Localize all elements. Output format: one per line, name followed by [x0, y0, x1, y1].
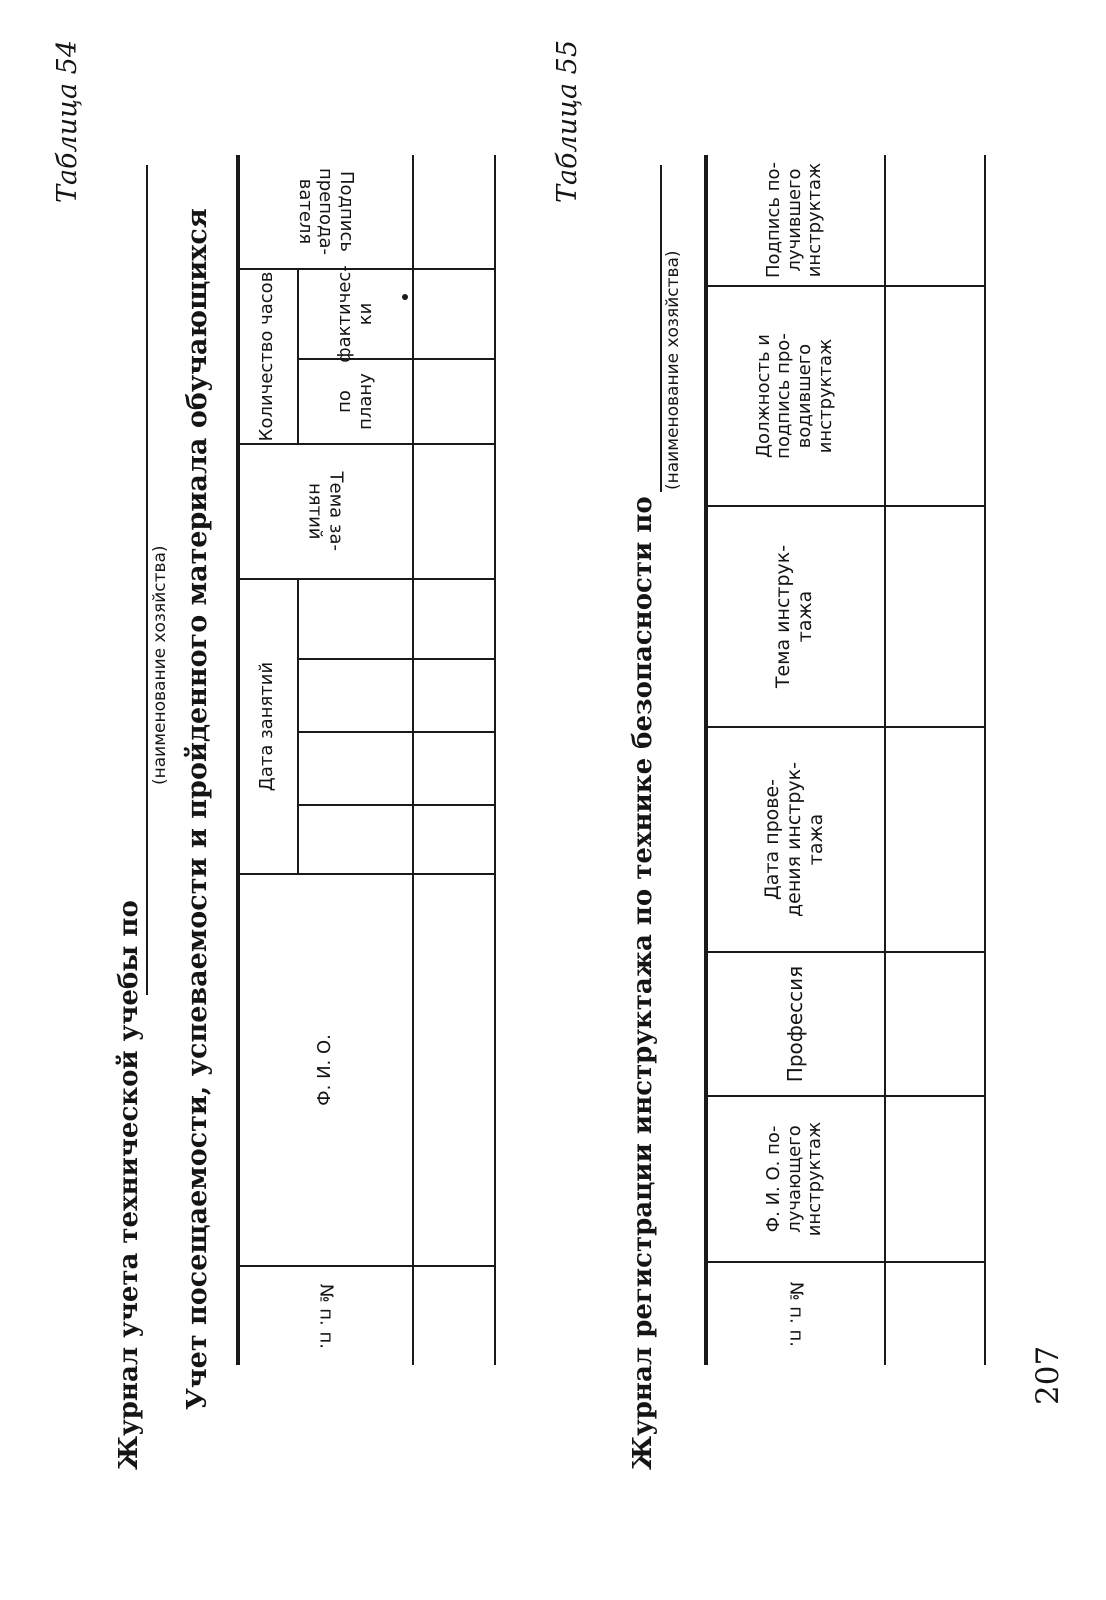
header-topic-55: Тема инструк- тажа	[772, 544, 816, 689]
page-number: 207	[1030, 1345, 1066, 1405]
org-name-blank-line-2	[660, 165, 662, 492]
header-topic: Тема за- нятий	[305, 471, 347, 552]
org-name-blank-line	[146, 165, 148, 995]
header-fact: фактичес- ки	[333, 265, 376, 363]
table-54-title: Журнал учета технической учебы по	[114, 900, 144, 1470]
header-teacher-signature: Подпись преподa- вателя	[294, 167, 358, 256]
table-55-title: Журнал регистрации инструктажа по технике безопасности по	[628, 496, 658, 1470]
header-profession: Профессия	[782, 965, 807, 1083]
table-55-org-caption: (наименование хозяйства)	[663, 250, 683, 490]
header-hours: Количество часов	[256, 271, 278, 442]
header-plan: по плану	[333, 373, 376, 430]
table-54-org-caption: (наименование хозяйства)	[150, 545, 170, 785]
header-date: Дата прове- дения инструк- тажа	[761, 762, 827, 917]
header-num: № п. п.	[315, 1283, 337, 1349]
header-signature: Подпись по- лучившего инструктаж	[762, 162, 826, 278]
header-dates: Дата занятий	[256, 661, 278, 792]
print-speck	[402, 294, 408, 300]
header-fio: Ф. И. О.	[313, 1034, 335, 1106]
table-54-subtitle: Учет посещаемости, успеваемости и пройденного материала обучающихся	[182, 208, 213, 1410]
header-num-55: № п. п.	[785, 1281, 807, 1347]
table-55-label: Таблица 55	[552, 40, 583, 204]
table-54-label: Таблица 54	[52, 40, 83, 204]
header-position: Должность и подпись про- водившего инструктаж	[752, 333, 836, 459]
header-fio-55: Ф. И. О. по- лучающего инструктаж	[762, 1121, 826, 1237]
